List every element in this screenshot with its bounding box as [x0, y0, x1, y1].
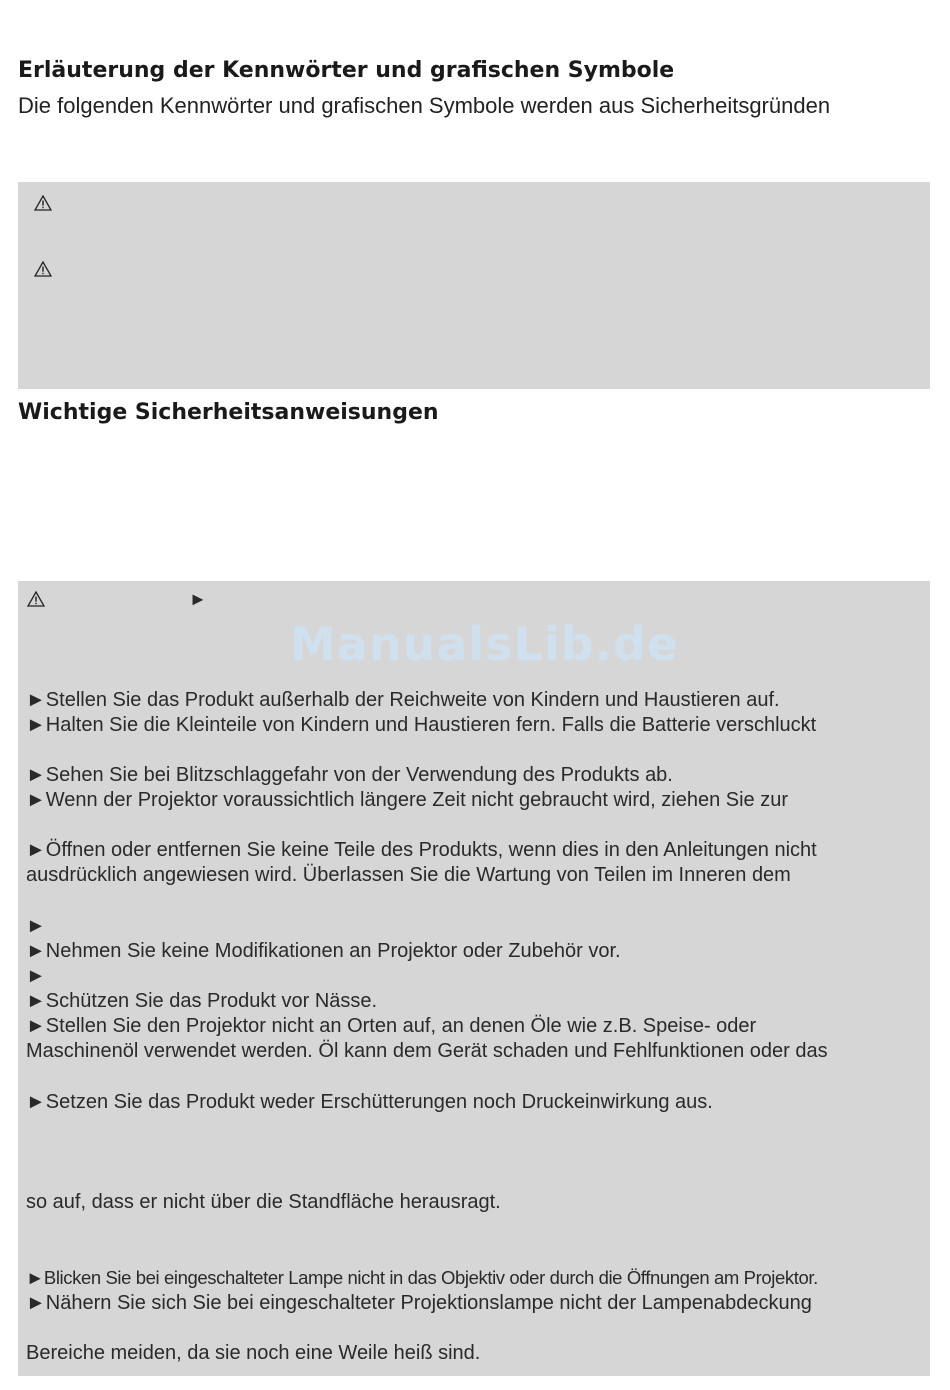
- list-item: ►Setzen Sie das Produkt weder Erschütterungen noch Druckeinwirkung aus.: [26, 1091, 713, 1113]
- watermark: ManualsLib.de: [290, 617, 680, 671]
- list-item: ►Nehmen Sie keine Modifikationen an Projektor oder Zubehör vor.: [26, 940, 621, 962]
- list-item: ►Sehen Sie bei Blitzschlaggefahr von der Verwendung des Produkts ab.: [26, 764, 673, 786]
- section-heading-keywords: Erläuterung der Kennwörter und grafischen Symbole: [18, 58, 675, 83]
- list-item: ►Wenn der Projektor voraussichtlich längere Zeit nicht gebraucht wird, ziehen Sie zur: [26, 789, 789, 811]
- section-heading-safety: Wichtige Sicherheitsanweisungen: [18, 400, 439, 425]
- list-item: Bereiche meiden, da sie noch eine Weile heiß sind.: [26, 1342, 481, 1364]
- signal-words-box: [18, 182, 930, 389]
- list-item: ausdrücklich angewiesen wird. Überlassen Sie die Wartung von Teilen im Inneren dem: [26, 864, 791, 886]
- list-item: ►: [26, 965, 46, 987]
- list-item: so auf, dass er nicht über die Standfläche herausragt.: [26, 1191, 501, 1213]
- list-item: ►Halten Sie die Kleinteile von Kindern und Haustieren fern. Falls die Batterie verschluckt: [26, 714, 817, 736]
- list-item: ►Stellen Sie den Projektor nicht an Orten auf, an denen Öle wie z.B. Speise- oder: [26, 1015, 757, 1037]
- safety-instructions-box: [18, 581, 930, 1376]
- intro-text: Die folgenden Kennwörter und grafischen Symbole werden aus Sicherheitsgründen: [18, 93, 831, 118]
- warning-triangle-icon: [34, 195, 52, 211]
- list-item: ►Blicken Sie bei eingeschalteter Lampe nicht in das Objektiv oder durch die Öffnungen am Projektor.: [26, 1267, 818, 1288]
- list-item: ►Stellen Sie das Produkt außerhalb der Reichweite von Kindern und Haustieren auf.: [26, 689, 780, 711]
- list-item: ►Öffnen oder entfernen Sie keine Teile des Produkts, wenn dies in den Anleitungen nicht: [26, 839, 817, 861]
- warning-triangle-icon: [34, 261, 52, 277]
- list-item: ►: [26, 915, 46, 937]
- list-item: Maschinenöl verwendet werden. Öl kann dem Gerät schaden und Fehlfunktionen oder das: [26, 1040, 828, 1062]
- list-item: ►Nähern Sie sich Sie bei eingeschalteter Projektionslampe nicht der Lampenabdeckung: [26, 1292, 812, 1314]
- list-item: ►Schützen Sie das Produkt vor Nässe.: [26, 990, 378, 1012]
- warning-triangle-icon: [27, 591, 45, 607]
- bullet-arrow: ►: [189, 589, 207, 609]
